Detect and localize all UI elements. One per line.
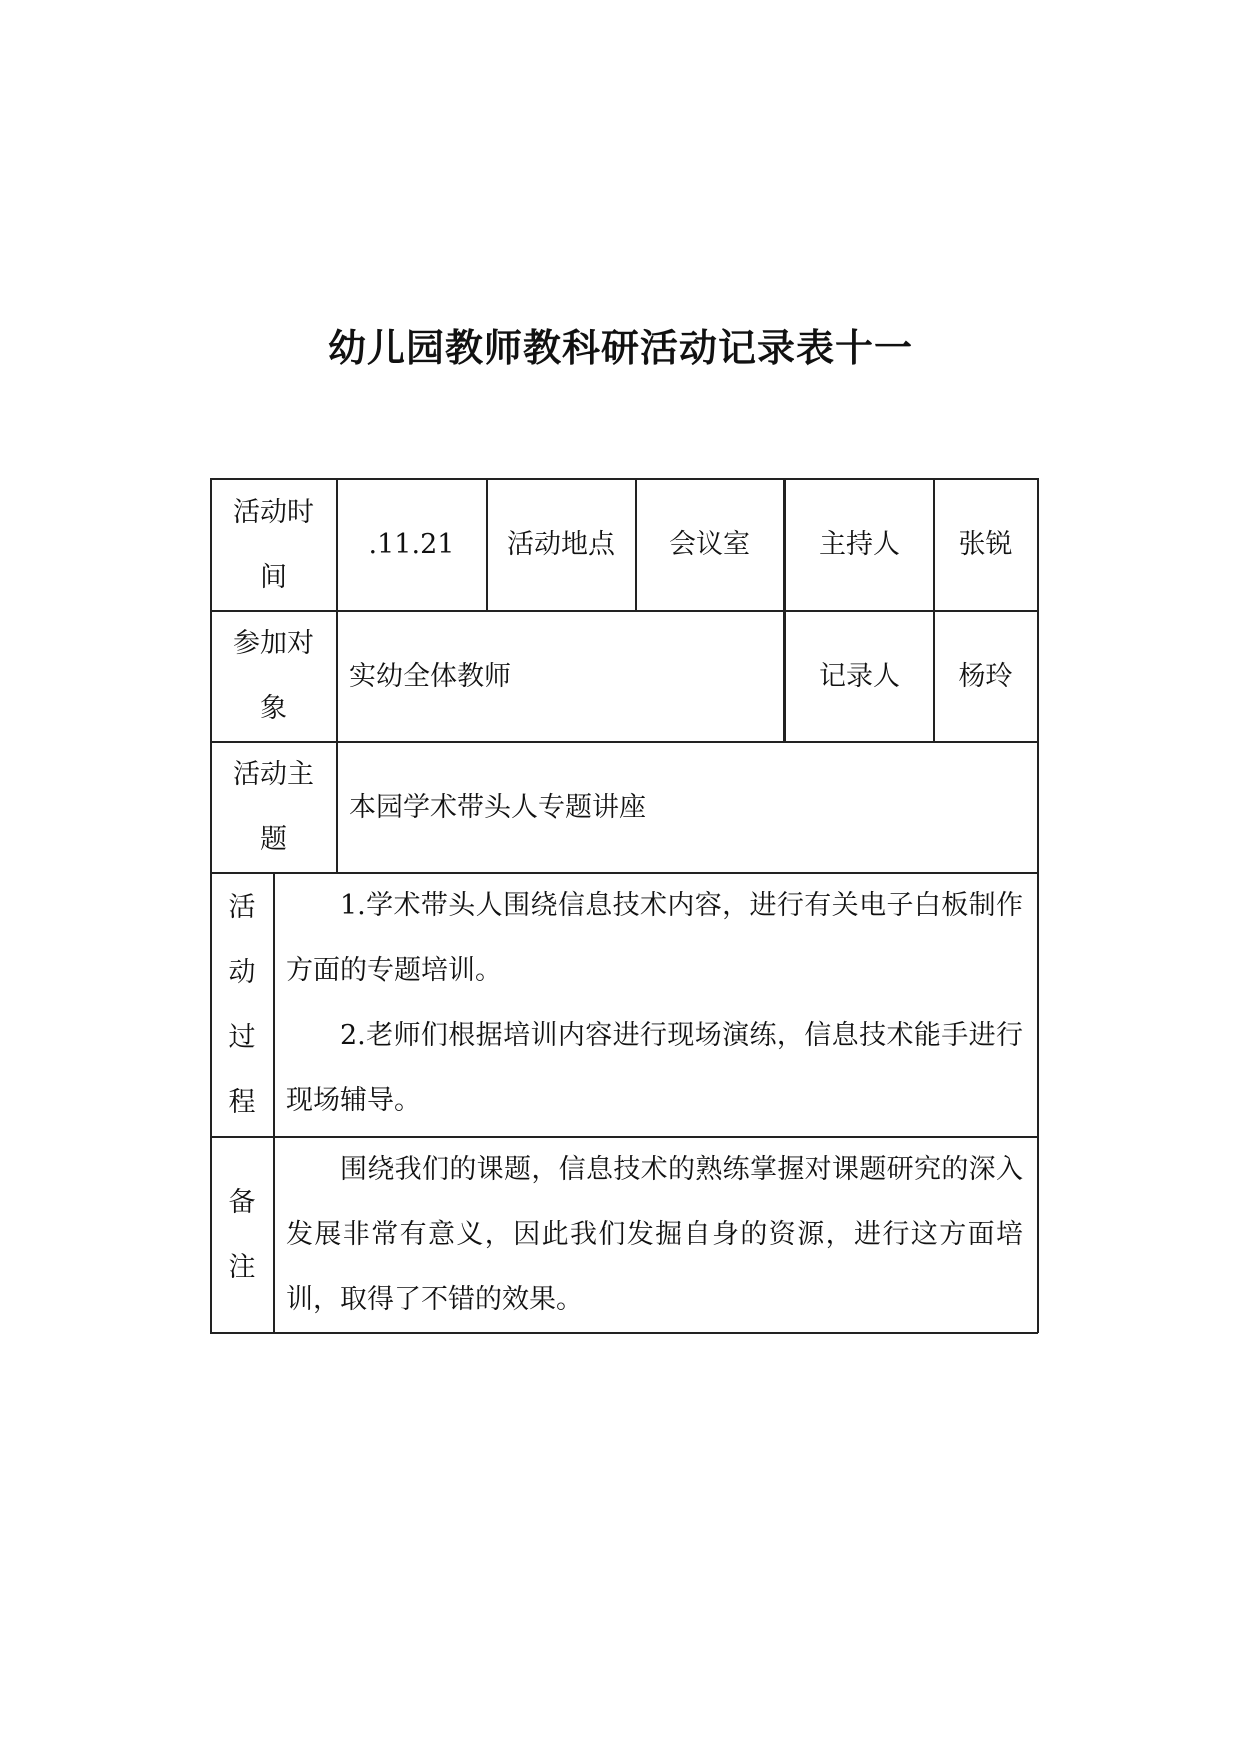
participants-label: 参加对 象 [233,628,314,724]
process-paragraph: 2.老师们根据培训内容进行现场演练，信息技术能手进行现场辅导。 [286,1020,1023,1116]
notes-label: 备 注 [228,1186,256,1283]
activity-time-value: .11.21 [368,529,455,560]
activity-time-label: 活动时 间 [233,496,314,593]
theme-label: 活动主 题 [233,759,314,855]
process-content [274,873,1037,1136]
page-title: 幼儿园教师教科研活动记录表十一 [327,326,913,370]
recorder-value: 杨玲 [958,660,1013,692]
host-value: 张锐 [958,529,1013,560]
host-label: 主持人 [819,529,900,560]
recorder-label: 记录人 [819,660,900,692]
theme-value: 本园学术带头人专题讲座 [349,791,646,823]
notes-content [274,1137,1037,1332]
activity-place-label: 活动地点 [507,529,615,560]
notes-paragraph: 围绕我们的课题，信息技术的熟练掌握对课题研究的深入发展非常有意义，因此我们发掘自身的资源，进行这方面培训，取得了不错的效果。 [286,1154,1023,1315]
process-label: 活 动 过 程 [228,891,256,1118]
process-paragraph: 1.学术带头人围绕信息技术内容，进行有关电子白板制作方面的专题培训。 [286,890,1023,986]
activity-place-value: 会议室 [669,529,750,560]
participants-value: 实幼全体教师 [349,660,511,692]
